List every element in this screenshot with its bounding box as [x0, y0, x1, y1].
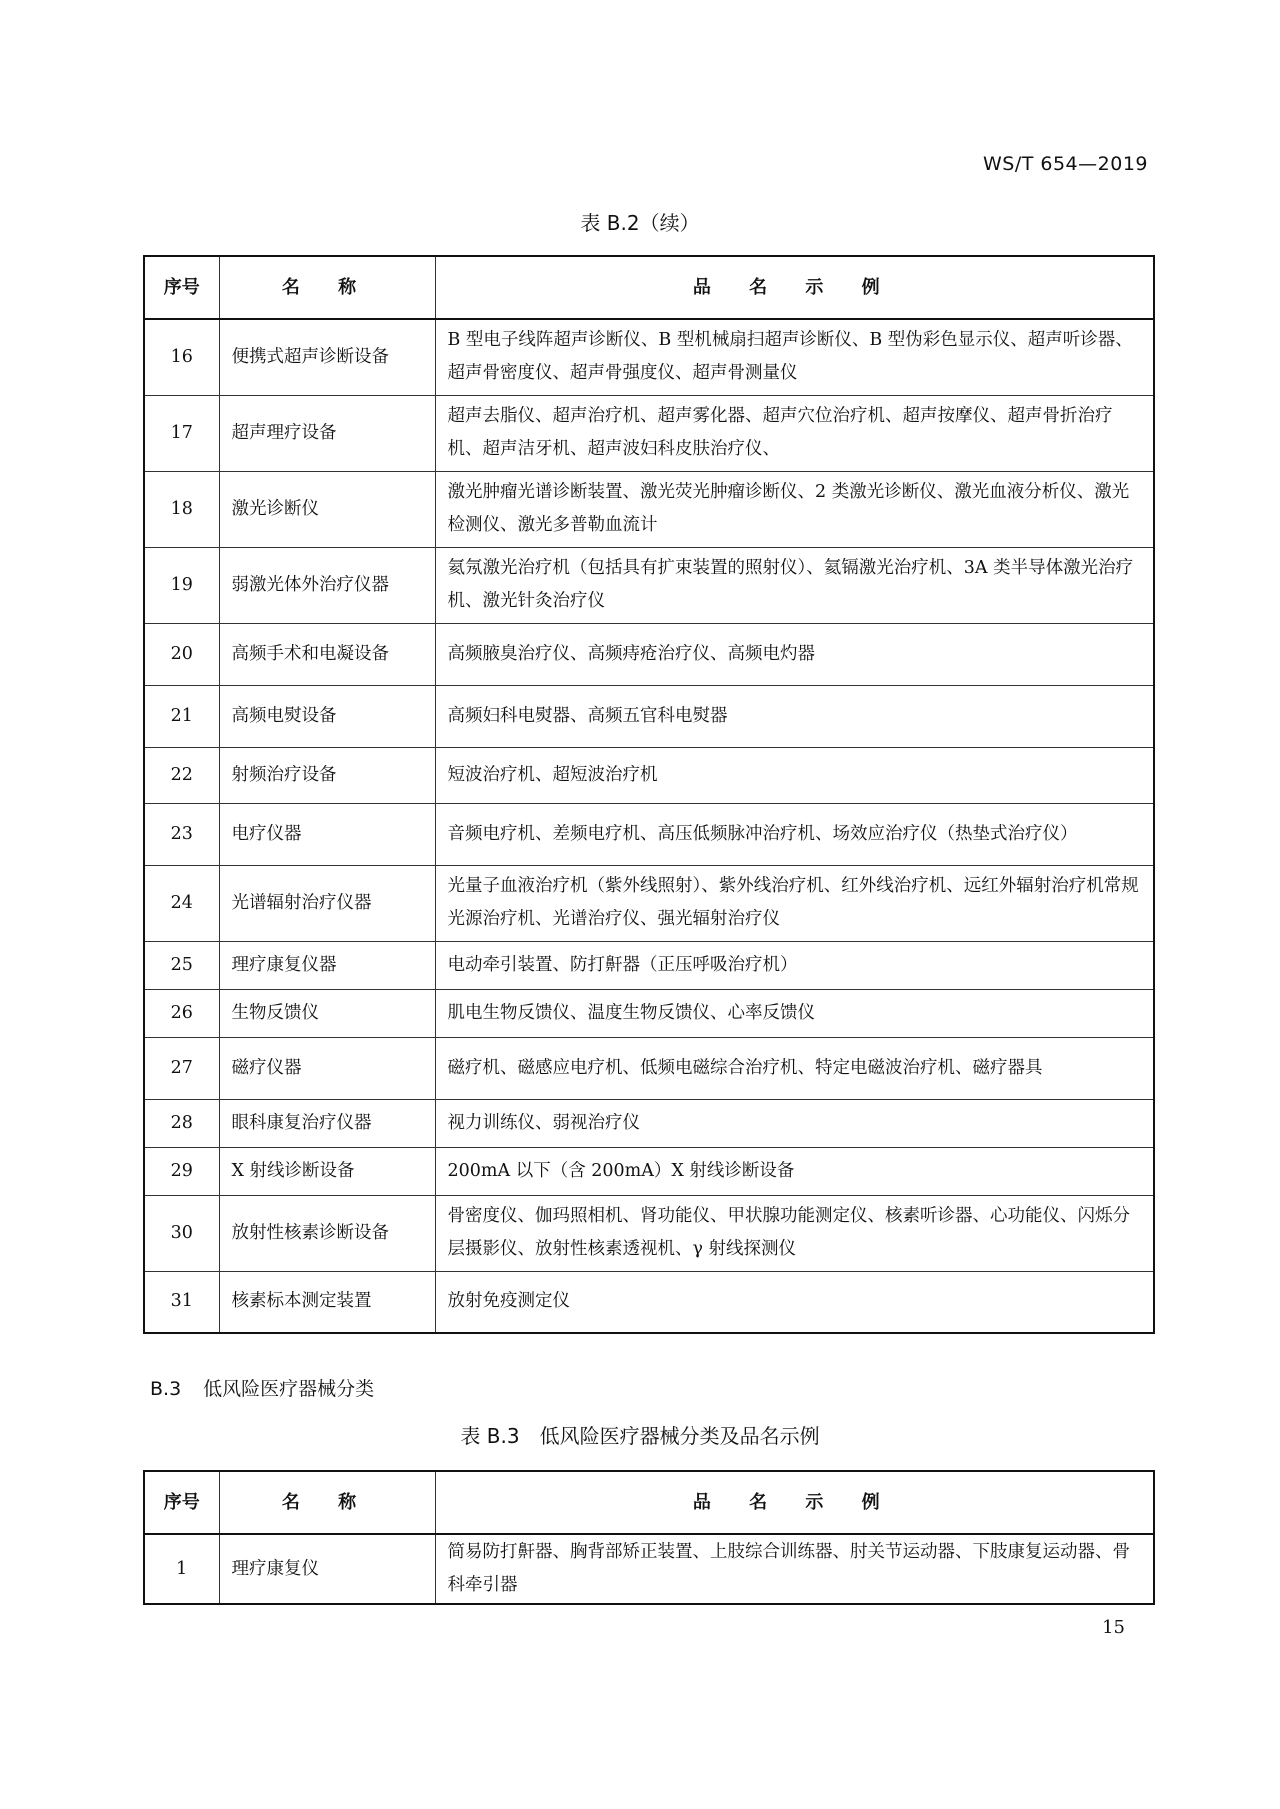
- row-name: 眼科康复治疗仪器: [219, 1099, 435, 1147]
- row-number: 23: [144, 803, 219, 865]
- row-name: 弱激光体外治疗仪器: [219, 547, 435, 623]
- row-name: 电疗仪器: [219, 803, 435, 865]
- col-header-name: 名 称: [219, 1471, 435, 1534]
- row-number: 25: [144, 941, 219, 989]
- row-number: 28: [144, 1099, 219, 1147]
- col-header-examples: 品 名 示 例: [435, 256, 1154, 319]
- col-header-no: 序号: [144, 256, 219, 319]
- row-number: 27: [144, 1037, 219, 1099]
- standard-code: WS/T 654—2019: [982, 153, 1148, 175]
- table-row: [144, 803, 1154, 865]
- table-row: [144, 685, 1154, 747]
- row-number: 18: [144, 471, 219, 547]
- row-examples: 氦氖激光治疗机（包括具有扩束装置的照射仪）、氦镉激光治疗机、3A 类半导体激光治疗机、激光针灸治疗仪: [435, 547, 1154, 623]
- row-name: 理疗康复仪: [219, 1534, 435, 1604]
- table-row: [144, 1147, 1154, 1195]
- row-name: 理疗康复仪器: [219, 941, 435, 989]
- row-examples: 激光肿瘤光谱诊断装置、激光荧光肿瘤诊断仪、2 类激光诊断仪、激光血液分析仪、激光检测仪、激光多普勒血流计: [435, 471, 1154, 547]
- row-name: X 射线诊断设备: [219, 1147, 435, 1195]
- row-examples: 肌电生物反馈仪、温度生物反馈仪、心率反馈仪: [435, 989, 1154, 1037]
- section-number: B.3: [150, 1378, 182, 1400]
- row-examples: 放射免疫测定仪: [435, 1271, 1154, 1333]
- row-name: 高频手术和电凝设备: [219, 623, 435, 685]
- row-number: 17: [144, 395, 219, 471]
- row-examples: 高频腋臭治疗仪、高频痔疮治疗仪、高频电灼器: [435, 623, 1154, 685]
- row-name: 磁疗仪器: [219, 1037, 435, 1099]
- section-heading-b3: [150, 1374, 374, 1401]
- table-header-row: [144, 256, 1154, 319]
- row-examples: 短波治疗机、超短波治疗机: [435, 747, 1154, 803]
- row-name: 射频治疗设备: [219, 747, 435, 803]
- row-examples: 简易防打鼾器、胸背部矫正装置、上肢综合训练器、肘关节运动器、下肢康复运动器、骨科牵引器: [435, 1534, 1154, 1604]
- row-examples: 电动牵引装置、防打鼾器（正压呼吸治疗机）: [435, 941, 1154, 989]
- table-row: [144, 1534, 1154, 1604]
- row-number: 20: [144, 623, 219, 685]
- row-examples: 视力训练仪、弱视治疗仪: [435, 1099, 1154, 1147]
- row-number: 19: [144, 547, 219, 623]
- table-b2-title: 表 B.2（续）: [580, 211, 700, 235]
- row-name: 光谱辐射治疗仪器: [219, 865, 435, 941]
- row-examples: 高频妇科电熨器、高频五官科电熨器: [435, 685, 1154, 747]
- col-header-no: 序号: [144, 1471, 219, 1534]
- row-examples: 光量子血液治疗机（紫外线照射）、紫外线治疗机、红外线治疗机、远红外辐射治疗机常规光源治疗机、光谱治疗仪、强光辐射治疗仪: [435, 865, 1154, 941]
- row-name: 高频电熨设备: [219, 685, 435, 747]
- table-row: [144, 623, 1154, 685]
- row-examples: 200mA 以下（含 200mA）X 射线诊断设备: [435, 1147, 1154, 1195]
- col-header-name: 名 称: [219, 256, 435, 319]
- row-examples: 骨密度仪、伽玛照相机、肾功能仪、甲状腺功能测定仪、核素听诊器、心功能仪、闪烁分层摄影仪、放射性核素透视机、γ 射线探测仪: [435, 1195, 1154, 1271]
- page-number: 15: [1102, 1617, 1125, 1638]
- row-number: 24: [144, 865, 219, 941]
- row-number: 1: [144, 1534, 219, 1604]
- row-name: 核素标本测定装置: [219, 1271, 435, 1333]
- table-row: [144, 1195, 1154, 1271]
- table-row: [144, 941, 1154, 989]
- table-row: [144, 747, 1154, 803]
- table-row: [144, 395, 1154, 471]
- table-b2: [143, 255, 1155, 1334]
- row-number: 26: [144, 989, 219, 1037]
- table-row: [144, 865, 1154, 941]
- table-header-row: [144, 1471, 1154, 1534]
- row-number: 22: [144, 747, 219, 803]
- row-number: 21: [144, 685, 219, 747]
- col-header-examples: 品 名 示 例: [435, 1471, 1154, 1534]
- row-examples: 超声去脂仪、超声治疗机、超声雾化器、超声穴位治疗机、超声按摩仪、超声骨折治疗机、超声洁牙机、超声波妇科皮肤治疗仪、: [435, 395, 1154, 471]
- table-row: [144, 547, 1154, 623]
- table-b3-title: 表 B.3 低风险医疗器械分类及品名示例: [460, 1424, 820, 1448]
- row-number: 30: [144, 1195, 219, 1271]
- row-examples: 音频电疗机、差频电疗机、高压低频脉冲治疗机、场效应治疗仪（热垫式治疗仪）: [435, 803, 1154, 865]
- table-row: [144, 319, 1154, 395]
- table-row: [144, 471, 1154, 547]
- row-examples: B 型电子线阵超声诊断仪、B 型机械扇扫超声诊断仪、B 型伪彩色显示仪、超声听诊器、超声骨密度仪、超声骨强度仪、超声骨测量仪: [435, 319, 1154, 395]
- row-examples: 磁疗机、磁感应电疗机、低频电磁综合治疗机、特定电磁波治疗机、磁疗器具: [435, 1037, 1154, 1099]
- row-number: 16: [144, 319, 219, 395]
- row-name: 生物反馈仪: [219, 989, 435, 1037]
- row-name: 放射性核素诊断设备: [219, 1195, 435, 1271]
- row-number: 29: [144, 1147, 219, 1195]
- table-row: [144, 1037, 1154, 1099]
- table-b3: [143, 1470, 1155, 1605]
- row-number: 31: [144, 1271, 219, 1333]
- row-name: 便携式超声诊断设备: [219, 319, 435, 395]
- row-name: 激光诊断仪: [219, 471, 435, 547]
- section-title: 低风险医疗器械分类: [203, 1378, 375, 1400]
- table-row: [144, 1099, 1154, 1147]
- table-row: [144, 1271, 1154, 1333]
- table-row: [144, 989, 1154, 1037]
- row-name: 超声理疗设备: [219, 395, 435, 471]
